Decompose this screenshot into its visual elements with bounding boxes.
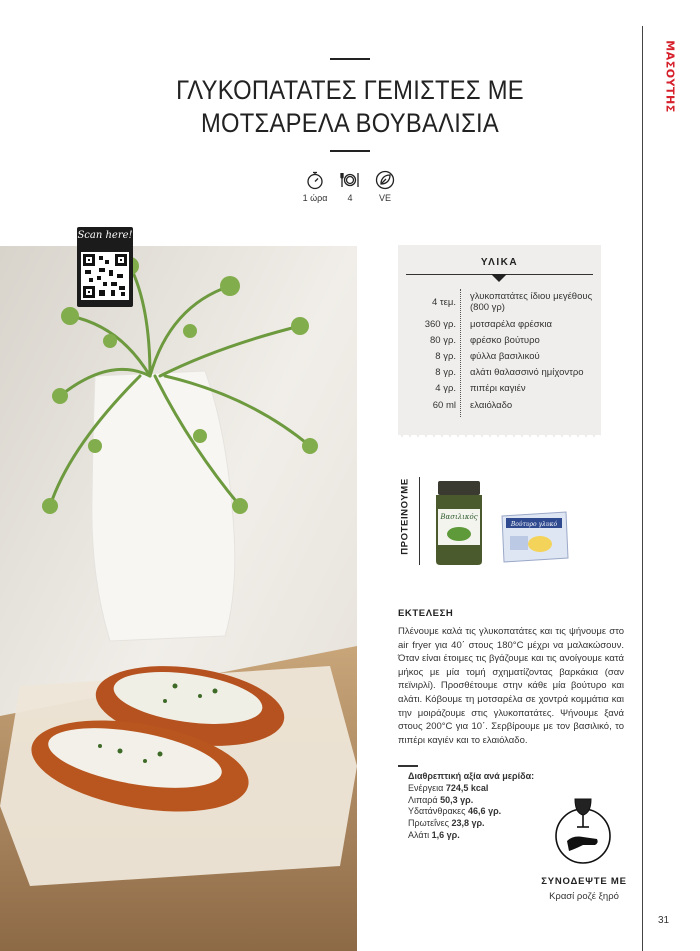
- product-butter-pack[interactable]: [500, 510, 570, 564]
- meta-time-label: 1 ώρα: [302, 193, 328, 203]
- product-basil-jar[interactable]: [432, 479, 486, 567]
- ingredient-qty: 8 γρ.: [435, 367, 456, 378]
- ingredient-qty: 360 γρ.: [424, 319, 456, 330]
- plate-cutlery-icon: [340, 170, 360, 190]
- vegetarian-leaf-icon: [375, 170, 395, 190]
- meta-servings-label: 4: [347, 193, 353, 203]
- nutrition-value: 46,6 γρ.: [468, 806, 502, 817]
- execution-heading: ΕΚΤΕΛΕΣΗ: [398, 608, 454, 619]
- ingredient-qty: 80 γρ.: [430, 335, 456, 346]
- stopwatch-icon: [305, 170, 325, 190]
- page-number: 31: [658, 915, 670, 926]
- ingredient-name: γλυκοπατάτες ίδιου μεγέθους (800 γρ): [470, 291, 593, 313]
- meta-diet-label: VE: [378, 193, 391, 203]
- serve-heading: ΣΥΝΟΔΕΨΤΕ ΜΕ: [541, 876, 627, 887]
- execution-text: Πλένουμε καλά τις γλυκοπατάτες και τις ψήνουμε στο air fryer για 40΄ στους 180°C μέχρι να μαλακώσουν. Όταν είναι έτοιμες τις βγάζουμε και τις ανοίγουμε κατά μήκος με μία τομή σχηματίζοντας βαρκάκια (σαν πεϊνιρλί). Προσθέτουμε στην κάθε μία βούτυρο και αλάτι. Κόβουμε τη μοτσαρέλα σε χοντρά κομμάτια και την μοιράζουμε στις γλυκοπατάτες. Ψήνουμε ξανά στους 200°C για 10΄. Σερβίρουμε με τον βασιλικό, το πιπέρι καγιέν και το ελαιόλαδο.: [398, 626, 624, 746]
- ingredients-separator: [460, 289, 461, 417]
- product-name: Βούτυρο γλυκό: [510, 521, 558, 528]
- suggestion-divider: [419, 477, 420, 565]
- nutrition-value: 1,6 γρ.: [431, 829, 460, 840]
- nutrition-heading: Διαθρεπτική αξία ανά μερίδα:: [408, 771, 535, 781]
- nutrition-row: [408, 783, 558, 795]
- ingredient-name: ελαιόλαδο: [470, 400, 513, 411]
- brand-divider: [642, 26, 643, 951]
- nutrition-value: 23,8 γρ.: [451, 818, 485, 829]
- triangle-marker-icon: [491, 274, 507, 282]
- nutrition-value: 724,5 kcal: [445, 782, 489, 793]
- nutrition-value: 50,3 γρ.: [440, 794, 474, 805]
- product-name: Βασιλικός: [440, 513, 478, 521]
- nutrition-row: [408, 818, 558, 830]
- ingredient-name: φρέσκο βούτυρο: [470, 335, 540, 346]
- ingredient-name: αλάτι θαλασσινό ημίχοντρο: [470, 367, 584, 378]
- meta-servings: [335, 170, 365, 203]
- ingredient-qty: 4 γρ.: [435, 383, 456, 394]
- title-rule-top: [330, 58, 370, 60]
- ingredients-zigzag-edge: [398, 431, 601, 439]
- nutrition-row: [408, 830, 558, 842]
- recipe-photo: [0, 246, 357, 951]
- nutrition-label: Λιπαρά: [408, 794, 438, 805]
- nutrition-label: Αλάτι: [408, 829, 430, 840]
- nutrition-row: [408, 795, 558, 807]
- page-title: [174, 74, 526, 140]
- qr-icon: [81, 252, 129, 300]
- ingredient-name: φύλλα βασιλικού: [470, 351, 540, 362]
- serve-text: Κρασί ροζέ ξηρό: [549, 891, 619, 902]
- ingredient-name: πιπέρι καγιέν: [470, 383, 526, 394]
- nutrition-row: [408, 806, 558, 818]
- title-line-1: ΓΛΥΚΟΠΑΤΑΤΕΣ ΓΕΜΙΣΤΕΣ ΜΕ: [176, 75, 524, 105]
- ingredient-name: μοτσαρέλα φρέσκια: [470, 319, 552, 330]
- suggestion-label: [396, 480, 414, 560]
- suggestion-label-text: ΠΡΟΤΕΙΝΟΥΜΕ: [399, 478, 411, 555]
- ingredients-heading: ΥΛΙΚΑ: [480, 257, 519, 268]
- nutrition-label: Πρωτεΐνες: [408, 818, 449, 829]
- qr-label: Scan here!: [77, 230, 133, 241]
- wine-tray-icon: [553, 793, 613, 865]
- ingredient-qty: 4 τεμ.: [431, 297, 456, 308]
- ingredients-box: [398, 245, 601, 435]
- brand-logo: [650, 40, 690, 120]
- brand-name: ΜΑΣΟΥΤΗΣ: [663, 40, 677, 113]
- nutrition-label: Ενέργεια: [408, 782, 444, 793]
- ingredient-qty: 60 ml: [432, 400, 456, 411]
- qr-code[interactable]: [77, 227, 133, 307]
- title-line-2: ΜΟΤΣΑΡΕΛΑ ΒΟΥΒΑΛΙΣΙΑ: [200, 108, 500, 138]
- meta-time: [300, 170, 330, 203]
- meta-diet: [370, 170, 400, 203]
- ingredient-qty: 8 γρ.: [435, 351, 456, 362]
- recipe-meta: [300, 170, 400, 203]
- title-rule-bottom: [330, 150, 370, 152]
- nutrition-label: Υδατάνθρακες: [408, 806, 466, 817]
- nutrition-box: [408, 771, 558, 842]
- nutrition-rule: [398, 765, 418, 767]
